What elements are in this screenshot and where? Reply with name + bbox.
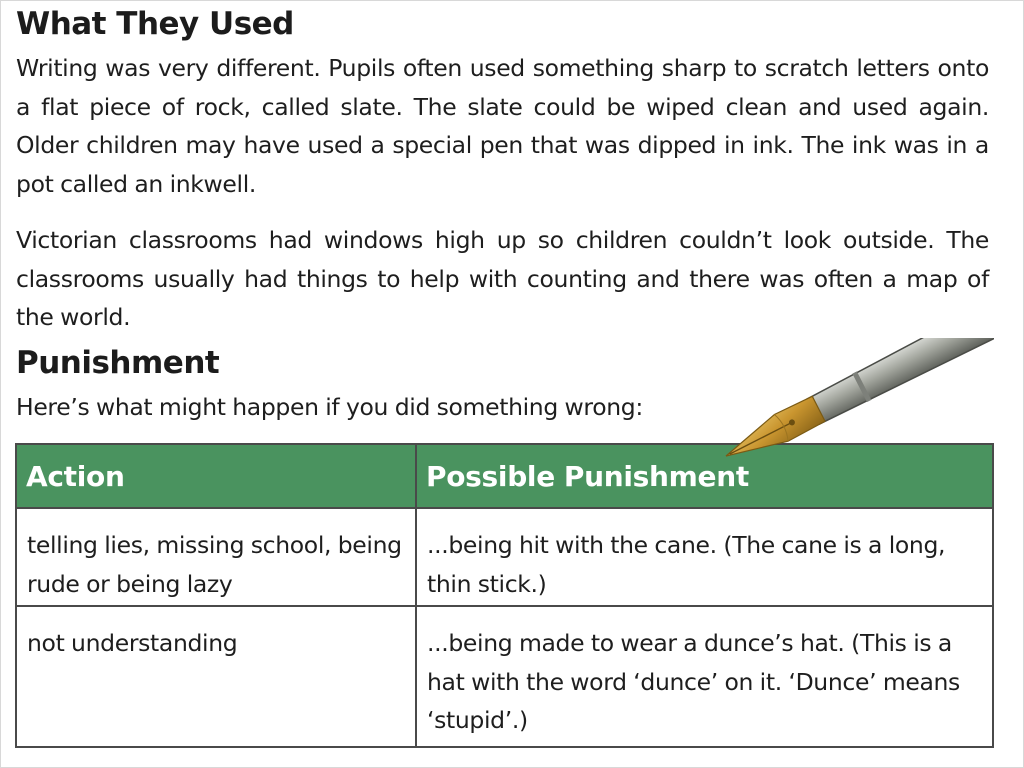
table-row xyxy=(16,508,993,606)
table-cell-punishment: ...being hit with the cane. (The cane is a long, thin stick.) xyxy=(416,508,993,606)
punishment-intro: Here’s what might happen if you did something wrong: xyxy=(16,393,643,421)
table-cell-punishment: ...being made to wear a dunce’s hat. (This is a hat with the word ‘dunce’ on it. ‘Dunce’ means ‘stupid’.) xyxy=(416,606,993,747)
fountain-pen-icon xyxy=(722,338,994,464)
section-title-what-they-used: What They Used xyxy=(16,6,294,42)
punishment-table xyxy=(15,443,994,748)
table-row xyxy=(16,606,993,747)
table-cell-action: telling lies, missing school, being rude or being lazy xyxy=(16,508,416,606)
header-possible-punishment: Possible Punishment xyxy=(416,444,993,508)
paragraph-classrooms: Victorian classrooms had windows high up so children couldn’t look outside. The classrooms usually had things to help with counting and there was often a map of the world. xyxy=(16,226,989,331)
header-action: Action xyxy=(16,444,416,508)
section-title-punishment: Punishment xyxy=(16,345,220,381)
table-cell-action: not understanding xyxy=(16,606,416,747)
paragraph-writing: Writing was very different. Pupils often used something sharp to scratch letters onto a flat piece of rock, called slate. The slate could be wiped clean and used again. Older children may have used a special pen that was dipped in ink. The ink was in a pot called an inkwell. xyxy=(16,54,989,198)
